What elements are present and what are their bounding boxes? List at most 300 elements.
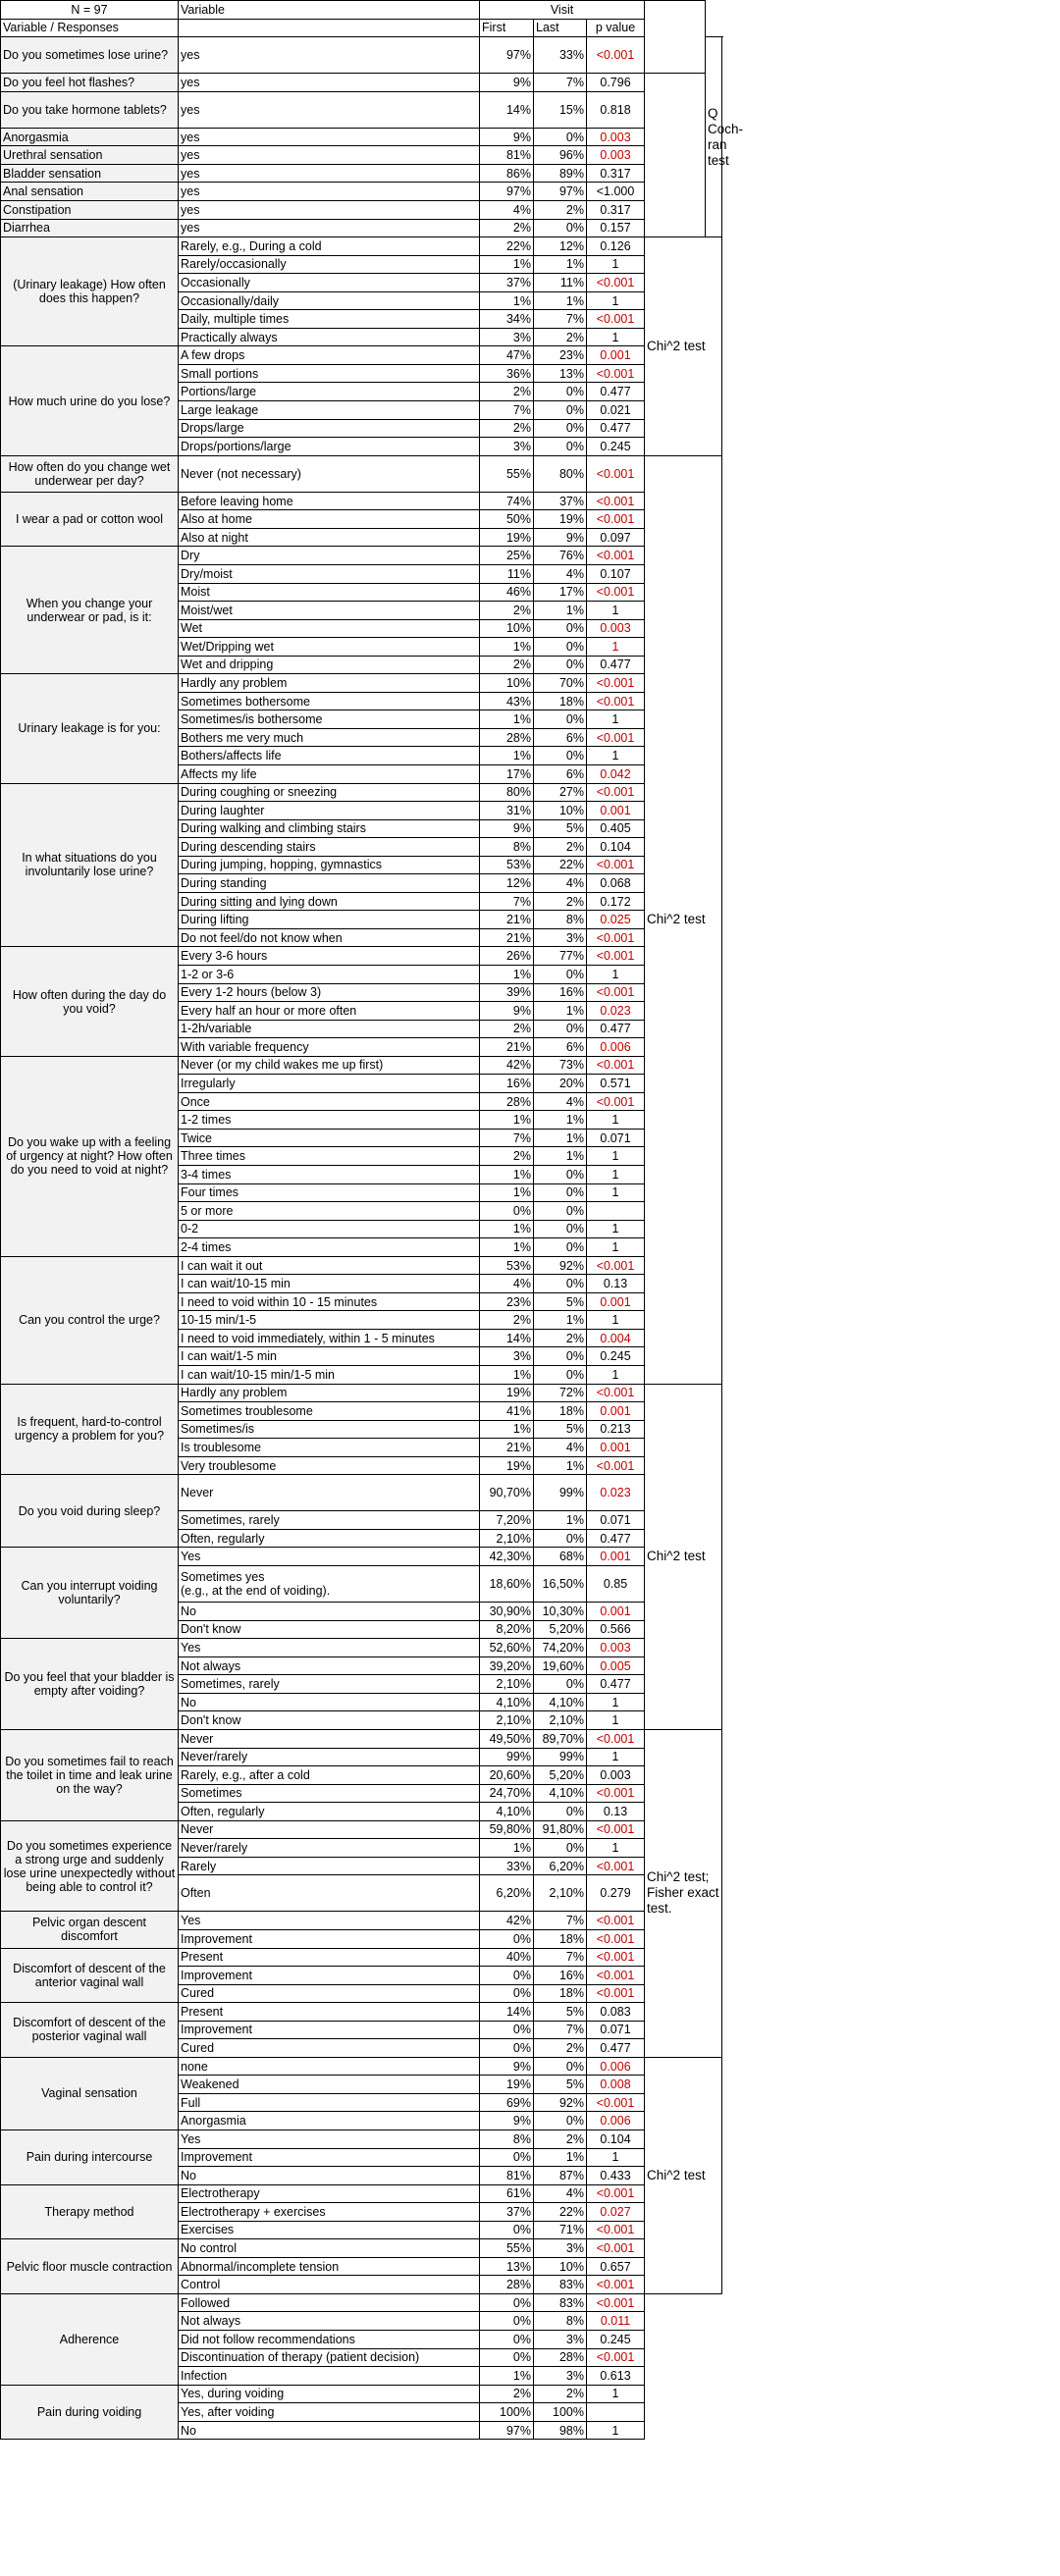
p-value: 1 <box>587 965 645 983</box>
last-value: 68% <box>534 1548 587 1566</box>
last-value: 0% <box>534 638 587 657</box>
first-value: 34% <box>480 310 534 329</box>
response-label: Rarely, e.g., During a cold <box>179 237 480 256</box>
response-label: Cured <box>179 2039 480 2058</box>
response-label: 10-15 min/1-5 <box>179 1311 480 1330</box>
last-value: 0% <box>534 747 587 765</box>
p-value: 1 <box>587 2421 645 2440</box>
variable-label: How often during the day do you void? <box>1 947 179 1056</box>
test-label: Chi^2 test; Fisher exact test. <box>645 1729 722 2057</box>
last-value: 15% <box>534 91 587 128</box>
response-label: Improvement <box>179 1967 480 1985</box>
response-label: Wet/Dripping wet <box>179 638 480 657</box>
response-label: yes <box>179 37 480 74</box>
first-value: 11% <box>480 564 534 583</box>
response-label: Do not feel/do not know when <box>179 928 480 947</box>
response-label: Twice <box>179 1129 480 1147</box>
p-value: 1 <box>587 255 645 274</box>
last-value: 19,60% <box>534 1656 587 1675</box>
first-value: 1% <box>480 747 534 765</box>
p-value: 1 <box>587 1748 645 1766</box>
last-value: 2,10% <box>534 1875 587 1912</box>
last-value: 6% <box>534 764 587 783</box>
p-value: <0.001 <box>587 37 645 74</box>
response-label: Improvement <box>179 2021 480 2039</box>
p-value: <0.001 <box>587 783 645 802</box>
last-value: 0% <box>534 710 587 729</box>
last-value: 0% <box>534 1803 587 1821</box>
variable-label: (Urinary leakage) How often does this happen? <box>1 237 179 346</box>
p-value: 1 <box>587 638 645 657</box>
table-row <box>1 219 722 237</box>
p-value: 0.477 <box>587 1020 645 1038</box>
p-value: <0.001 <box>587 2239 645 2258</box>
last-value: 70% <box>534 674 587 693</box>
p-value: 1 <box>587 1311 645 1330</box>
variable-label: Discomfort of descent of the posterior vaginal wall <box>1 2003 179 2058</box>
p-value: <0.001 <box>587 2348 645 2367</box>
first-value: 14% <box>480 91 534 128</box>
variable-label: Urethral sensation <box>1 146 179 165</box>
variable-label: Pain during voiding <box>1 2385 179 2440</box>
p-value: 0.071 <box>587 1129 645 1147</box>
table-row <box>1 1912 722 1930</box>
last-value: 7% <box>534 1948 587 1967</box>
p-value: 0.657 <box>587 2257 645 2276</box>
table-row <box>1 1548 722 1566</box>
response-label: Occasionally <box>179 274 480 292</box>
response-label: Never <box>179 1820 480 1839</box>
test-label: Chi^2 test <box>645 455 722 1384</box>
response-label: Also at night <box>179 528 480 547</box>
first-value: 7% <box>480 892 534 911</box>
p-value: 0.245 <box>587 1347 645 1366</box>
response-label: Exercises <box>179 2221 480 2239</box>
response-label: 3-4 times <box>179 1166 480 1184</box>
p-value: <1.000 <box>587 183 645 201</box>
p-value: 0.818 <box>587 91 645 128</box>
first-value: 99% <box>480 1748 534 1766</box>
response-label: I can wait/10-15 min/1-5 min <box>179 1366 480 1385</box>
first-value: 1% <box>480 1220 534 1238</box>
response-label: Is troublesome <box>179 1439 480 1457</box>
last-value: 1% <box>534 1111 587 1130</box>
header-last: Last <box>534 19 587 37</box>
response-label: Moist <box>179 583 480 602</box>
response-label: Wet <box>179 619 480 638</box>
table-row <box>1 146 722 165</box>
p-value: <0.001 <box>587 1929 645 1948</box>
first-value: 69% <box>480 2093 534 2112</box>
p-value: 0.042 <box>587 764 645 783</box>
last-value: 5% <box>534 1292 587 1311</box>
p-value: 0.566 <box>587 1620 645 1639</box>
last-value: 0% <box>534 1020 587 1038</box>
last-value: 3% <box>534 928 587 947</box>
first-value: 1% <box>480 1111 534 1130</box>
first-value: 41% <box>480 1402 534 1421</box>
p-value: 1 <box>587 1111 645 1130</box>
p-value: <0.001 <box>587 492 645 510</box>
first-value: 21% <box>480 1038 534 1057</box>
p-value: <0.001 <box>587 692 645 710</box>
p-value: 0.172 <box>587 892 645 911</box>
table-row <box>1 1820 722 1839</box>
p-value: <0.001 <box>587 274 645 292</box>
response-label: Rarely, e.g., after a cold <box>179 1766 480 1785</box>
first-value: 19% <box>480 1456 534 1475</box>
p-value: <0.001 <box>587 2093 645 2112</box>
last-value: 0% <box>534 219 587 237</box>
first-value: 1% <box>480 255 534 274</box>
p-value: 0.279 <box>587 1875 645 1912</box>
first-value: 9% <box>480 128 534 146</box>
last-value: 92% <box>534 2093 587 2112</box>
response-label: Every half an hour or more often <box>179 1002 480 1021</box>
p-value: 0.477 <box>587 383 645 401</box>
response-label: Don't know <box>179 1620 480 1639</box>
first-value: 81% <box>480 2167 534 2185</box>
response-label: Sometimes bothersome <box>179 692 480 710</box>
p-value: 0.071 <box>587 2021 645 2039</box>
last-value: 7% <box>534 2021 587 2039</box>
p-value: <0.001 <box>587 2221 645 2239</box>
table-row <box>1 2003 722 2022</box>
first-value: 0% <box>480 2312 534 2331</box>
response-label: Sometimes, rarely <box>179 1511 480 1530</box>
response-label: A few drops <box>179 346 480 365</box>
variable-label: Pelvic floor muscle contraction <box>1 2239 179 2294</box>
last-value: 5,20% <box>534 1766 587 1785</box>
first-value: 61% <box>480 2184 534 2203</box>
p-value: 0.477 <box>587 1529 645 1548</box>
table-row <box>1 201 722 220</box>
response-label: Did not follow recommendations <box>179 2331 480 2349</box>
response-label: Not always <box>179 1656 480 1675</box>
first-value: 74% <box>480 492 534 510</box>
header-var-resp: Variable / Responses <box>1 19 179 37</box>
table-row <box>1 164 722 183</box>
last-value: 3% <box>534 2331 587 2349</box>
last-value: 4% <box>534 1439 587 1457</box>
p-value: 1 <box>587 291 645 310</box>
last-value: 16% <box>534 1967 587 1985</box>
first-value: 14% <box>480 2003 534 2022</box>
p-value: 1 <box>587 1220 645 1238</box>
p-value: 0.004 <box>587 1329 645 1347</box>
p-value: 0.213 <box>587 1420 645 1439</box>
first-value: 13% <box>480 2257 534 2276</box>
response-label: During walking and climbing stairs <box>179 819 480 838</box>
first-value: 4% <box>480 201 534 220</box>
p-value: <0.001 <box>587 1967 645 1985</box>
table-row <box>1 1056 722 1075</box>
test-label: Chi^2 test <box>645 1384 722 1729</box>
variable-label: Do you wake up with a feeling of urgency at night? How often do you need to void at night? <box>1 1056 179 1256</box>
response-label: Electrotherapy <box>179 2184 480 2203</box>
last-value: 2% <box>534 892 587 911</box>
first-value: 26% <box>480 947 534 966</box>
p-value <box>587 2403 645 2422</box>
last-value: 77% <box>534 947 587 966</box>
last-value: 2% <box>534 838 587 857</box>
response-label: Don't know <box>179 1711 480 1730</box>
last-value: 0% <box>534 2057 587 2076</box>
first-value: 47% <box>480 346 534 365</box>
variable-label: In what situations do you involuntarily lose urine? <box>1 783 179 947</box>
response-label: Bothers/affects life <box>179 747 480 765</box>
response-label: Cured <box>179 1984 480 2003</box>
last-value: 89% <box>534 164 587 183</box>
p-value: <0.001 <box>587 1729 645 1748</box>
response-label: I need to void immediately, within 1 - 5 minutes <box>179 1329 480 1347</box>
first-value: 2% <box>480 1147 534 1166</box>
response-label: Yes <box>179 1548 480 1566</box>
first-value: 0% <box>480 2148 534 2167</box>
p-value: 1 <box>587 328 645 346</box>
last-value: 28% <box>534 2348 587 2367</box>
first-value: 1% <box>480 291 534 310</box>
p-value: <0.001 <box>587 928 645 947</box>
test-label: Q Coch-ran test <box>706 37 722 237</box>
response-label: I can wait it out <box>179 1256 480 1275</box>
first-value: 49,50% <box>480 1729 534 1748</box>
response-label: Sometimes/is bothersome <box>179 710 480 729</box>
last-value: 0% <box>534 965 587 983</box>
last-value: 10,30% <box>534 1603 587 1621</box>
response-label: Large leakage <box>179 401 480 420</box>
table-row <box>1 37 722 74</box>
response-label: Once <box>179 1092 480 1111</box>
response-label: Often, regularly <box>179 1529 480 1548</box>
last-value: 0% <box>534 656 587 674</box>
response-label: Irregularly <box>179 1075 480 1093</box>
response-label: Yes <box>179 1912 480 1930</box>
response-label: During coughing or sneezing <box>179 783 480 802</box>
first-value: 24,70% <box>480 1784 534 1803</box>
first-value: 21% <box>480 1439 534 1457</box>
last-value: 5% <box>534 2003 587 2022</box>
last-value: 1% <box>534 1511 587 1530</box>
first-value: 46% <box>480 583 534 602</box>
first-value: 3% <box>480 1347 534 1366</box>
p-value: 1 <box>587 602 645 620</box>
response-label: With variable frequency <box>179 1038 480 1057</box>
response-label: Drops/portions/large <box>179 438 480 456</box>
table-row <box>1 1948 722 1967</box>
first-value: 0% <box>480 1202 534 1221</box>
response-label: Never <box>179 1729 480 1748</box>
table-row <box>1 2057 722 2076</box>
last-value: 4,10% <box>534 1693 587 1711</box>
table-row <box>1 455 722 492</box>
response-label: Never (not necessary) <box>179 455 480 492</box>
first-value: 31% <box>480 802 534 820</box>
variable-label: Do you sometimes fail to reach the toilet in time and leak urine on the way? <box>1 1729 179 1820</box>
variable-label: Pelvic organ descent discomfort <box>1 1912 179 1948</box>
response-label: Not always <box>179 2312 480 2331</box>
variable-label: Anorgasmia <box>1 128 179 146</box>
last-value: 91,80% <box>534 1820 587 1839</box>
last-value: 18% <box>534 692 587 710</box>
variable-label: Can you interrupt voiding voluntarily? <box>1 1548 179 1639</box>
last-value: 1% <box>534 1147 587 1166</box>
response-label: yes <box>179 146 480 165</box>
p-value: <0.001 <box>587 1092 645 1111</box>
response-label: Abnormal/incomplete tension <box>179 2257 480 2276</box>
last-value: 10% <box>534 2257 587 2276</box>
p-value: <0.001 <box>587 2293 645 2312</box>
last-value: 27% <box>534 783 587 802</box>
response-label: 2-4 times <box>179 1238 480 1257</box>
p-value: <0.001 <box>587 1056 645 1075</box>
response-label: 5 or more <box>179 1202 480 1221</box>
last-value: 18% <box>534 1984 587 2003</box>
response-label: During jumping, hopping, gymnastics <box>179 856 480 874</box>
response-label: During laughter <box>179 802 480 820</box>
first-value: 28% <box>480 728 534 747</box>
first-value: 4% <box>480 1275 534 1293</box>
first-value: 16% <box>480 1075 534 1093</box>
response-label: Wet and dripping <box>179 656 480 674</box>
variable-label: Do you sometimes experience a strong urge and suddenly lose urine unexpectedly without being able to control it? <box>1 1820 179 1912</box>
response-label: I need to void within 10 - 15 minutes <box>179 1292 480 1311</box>
last-value: 2% <box>534 328 587 346</box>
response-label: Affects my life <box>179 764 480 783</box>
p-value: 0.796 <box>587 74 645 92</box>
first-value: 1% <box>480 1366 534 1385</box>
p-value: <0.001 <box>587 1948 645 1967</box>
last-value: 0% <box>534 1275 587 1293</box>
response-label: Sometimes troublesome <box>179 1402 480 1421</box>
p-value: 0.003 <box>587 619 645 638</box>
last-value: 2% <box>534 201 587 220</box>
response-label: yes <box>179 183 480 201</box>
p-value: 0.001 <box>587 1603 645 1621</box>
response-label: Occasionally/daily <box>179 291 480 310</box>
response-label: Drops/large <box>179 419 480 438</box>
first-value: 0% <box>480 2293 534 2312</box>
first-value: 9% <box>480 2112 534 2130</box>
last-value: 17% <box>534 583 587 602</box>
response-label: Small portions <box>179 364 480 383</box>
first-value: 17% <box>480 764 534 783</box>
response-label: Also at home <box>179 510 480 529</box>
table-row <box>1 128 722 146</box>
response-label: Every 1-2 hours (below 3) <box>179 983 480 1002</box>
p-value: 0.13 <box>587 1803 645 1821</box>
p-value: <0.001 <box>587 1820 645 1839</box>
response-label: Sometimes <box>179 1784 480 1803</box>
first-value: 21% <box>480 928 534 947</box>
p-value: 0.023 <box>587 1002 645 1021</box>
first-value: 0% <box>480 2221 534 2239</box>
response-label: yes <box>179 128 480 146</box>
p-value: 0.157 <box>587 219 645 237</box>
table-row <box>1 346 722 365</box>
variable-label: Adherence <box>1 2293 179 2385</box>
response-label: No <box>179 2167 480 2185</box>
response-label: 0-2 <box>179 1220 480 1238</box>
last-value: 4% <box>534 874 587 893</box>
p-value: 1 <box>587 710 645 729</box>
first-value: 8,20% <box>480 1620 534 1639</box>
first-value: 55% <box>480 455 534 492</box>
p-value: 0.613 <box>587 2367 645 2386</box>
last-value: 0% <box>534 1238 587 1257</box>
response-label: During lifting <box>179 911 480 929</box>
p-value: 0.003 <box>587 1639 645 1657</box>
last-value: 4% <box>534 2184 587 2203</box>
last-value: 12% <box>534 237 587 256</box>
first-value: 14% <box>480 1329 534 1347</box>
response-label: yes <box>179 91 480 128</box>
first-value: 52,60% <box>480 1639 534 1657</box>
response-label: Discontinuation of therapy (patient decision) <box>179 2348 480 2367</box>
response-label: Electrotherapy + exercises <box>179 2203 480 2222</box>
first-value: 28% <box>480 1092 534 1111</box>
response-label: Sometimes/is <box>179 1420 480 1439</box>
p-value: 0.477 <box>587 656 645 674</box>
header-p: p value <box>587 19 645 37</box>
response-label: Yes <box>179 2129 480 2148</box>
first-value: 1% <box>480 1420 534 1439</box>
first-value: 55% <box>480 2239 534 2258</box>
variable-label: Anal sensation <box>1 183 179 201</box>
p-value: 1 <box>587 747 645 765</box>
first-value: 1% <box>480 710 534 729</box>
response-label: Rarely/occasionally <box>179 255 480 274</box>
last-value: 1% <box>534 2148 587 2167</box>
last-value: 0% <box>534 619 587 638</box>
response-label: Before leaving home <box>179 492 480 510</box>
last-value: 87% <box>534 2167 587 2185</box>
p-value: 0.011 <box>587 2312 645 2331</box>
last-value: 92% <box>534 1256 587 1275</box>
p-value: <0.001 <box>587 510 645 529</box>
last-value: 22% <box>534 2203 587 2222</box>
last-value: 0% <box>534 419 587 438</box>
table-row <box>1 2184 722 2203</box>
p-value: 0.023 <box>587 1475 645 1511</box>
response-label: 1-2 or 3-6 <box>179 965 480 983</box>
p-value: 1 <box>587 1147 645 1166</box>
response-label: yes <box>179 74 480 92</box>
last-value: 2% <box>534 1329 587 1347</box>
first-value: 9% <box>480 819 534 838</box>
p-value: <0.001 <box>587 1784 645 1803</box>
first-value: 23% <box>480 1292 534 1311</box>
last-value: 83% <box>534 2293 587 2312</box>
variable-label: Can you control the urge? <box>1 1256 179 1384</box>
last-value: 1% <box>534 1002 587 1021</box>
first-value: 97% <box>480 183 534 201</box>
p-value: 1 <box>587 1166 645 1184</box>
first-value: 0% <box>480 2348 534 2367</box>
first-value: 2% <box>480 419 534 438</box>
first-value: 7% <box>480 401 534 420</box>
table-row <box>1 947 722 966</box>
first-value: 2% <box>480 1020 534 1038</box>
first-value: 42,30% <box>480 1548 534 1566</box>
last-value: 2% <box>534 2039 587 2058</box>
first-value: 40% <box>480 1948 534 1967</box>
header-variable: Variable <box>179 1 480 20</box>
test-label: Chi^2 test <box>645 237 722 456</box>
table-row <box>1 1729 722 1748</box>
p-value: 0.477 <box>587 1675 645 1694</box>
last-value: 6% <box>534 728 587 747</box>
